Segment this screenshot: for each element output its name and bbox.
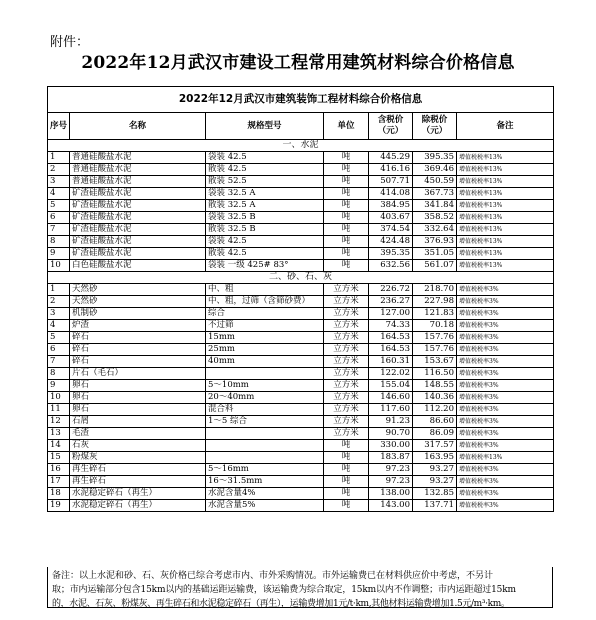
cell-price-notax: 561.07 [413,260,457,272]
price-table [47,86,554,512]
header-name: 名称 [70,113,206,140]
cell-remark: 增值税税率3% [457,428,554,440]
cell-price-tax: 91.23 [369,416,413,428]
cell-no: 3 [48,176,70,188]
cell-unit: 吨 [324,176,369,188]
cell-name: 矿渣硅酸盐水泥 [70,200,206,212]
table-row [48,452,554,464]
cell-no: 18 [48,488,70,500]
cell-remark: 增值税税率3% [457,440,554,452]
cell-unit: 立方米 [324,368,369,380]
cell-name: 卵石 [70,380,206,392]
cell-name: 毛渣 [70,428,206,440]
table-row [48,308,554,320]
table-row [48,380,554,392]
cell-remark: 增值税税率13% [457,188,554,200]
cell-unit: 立方米 [324,428,369,440]
cell-spec: 40mm [206,356,324,368]
cell-no: 3 [48,308,70,320]
cell-remark: 增值税税率3% [457,308,554,320]
cell-remark: 增值税税率3% [457,296,554,308]
cell-price-notax: 70.18 [413,320,457,332]
cell-no: 15 [48,452,70,464]
cell-no: 5 [48,200,70,212]
cell-spec: 散装 32.5 B [206,224,324,236]
cell-unit: 吨 [324,476,369,488]
cell-name: 矿渣硅酸盐水泥 [70,188,206,200]
table-row [48,332,554,344]
cell-price-notax: 116.50 [413,368,457,380]
table-row [48,200,554,212]
cell-no: 7 [48,224,70,236]
cell-price-tax: 74.33 [369,320,413,332]
cell-unit: 立方米 [324,380,369,392]
cell-spec: 中、粗 [206,284,324,296]
cell-unit: 吨 [324,248,369,260]
cell-spec: 袋装 32.5 A [206,188,324,200]
cell-spec: 混合料 [206,404,324,416]
cell-no: 1 [48,284,70,296]
cell-spec: 综合 [206,308,324,320]
cell-remark: 增值税税率13% [457,212,554,224]
cell-no: 17 [48,476,70,488]
cell-spec: 散装 52.5 [206,176,324,188]
header-spec: 规格型号 [206,113,324,140]
cell-no: 4 [48,320,70,332]
cell-name: 白色硅酸盐水泥 [70,260,206,272]
cell-price-tax: 183.87 [369,452,413,464]
cell-no: 10 [48,392,70,404]
cell-price-tax: 236.27 [369,296,413,308]
cell-name: 机制砂 [70,308,206,320]
cell-spec: 散装 32.5 A [206,200,324,212]
cell-unit: 吨 [324,452,369,464]
cell-name: 再生碎石 [70,476,206,488]
cell-remark: 增值税税率3% [457,464,554,476]
cell-remark: 增值税税率13% [457,200,554,212]
cell-name: 片石（毛石） [70,368,206,380]
cell-price-tax: 395.35 [369,248,413,260]
table-row [48,248,554,260]
cell-unit: 立方米 [324,332,369,344]
cell-price-notax: 112.20 [413,404,457,416]
table-header-row [48,113,554,140]
cell-price-notax: 227.98 [413,296,457,308]
cell-price-notax: 132.85 [413,488,457,500]
cell-spec: 散装 42.5 [206,164,324,176]
cell-remark: 增值税税率3% [457,320,554,332]
table-row [48,212,554,224]
cell-price-notax: 367.73 [413,188,457,200]
cell-price-notax: 140.36 [413,392,457,404]
cell-remark: 增值税税率13% [457,236,554,248]
cell-price-tax: 507.71 [369,176,413,188]
table-row [48,152,554,164]
cell-price-tax: 416.16 [369,164,413,176]
cell-spec: 15mm [206,332,324,344]
cell-spec: 袋装 32.5 B [206,212,324,224]
table-row [48,416,554,428]
cell-name: 石灰 [70,440,206,452]
cell-spec: 袋装 42.5 [206,236,324,248]
table-row [48,344,554,356]
cell-price-notax: 218.70 [413,284,457,296]
cell-remark: 增值税税率3% [457,500,554,512]
cell-remark: 增值税税率3% [457,488,554,500]
header-unit: 单位 [324,113,369,140]
cell-spec: 25mm [206,344,324,356]
cell-name: 卵石 [70,404,206,416]
cell-no: 12 [48,416,70,428]
cell-price-notax: 153.67 [413,356,457,368]
cell-no: 7 [48,356,70,368]
cell-price-tax: 122.02 [369,368,413,380]
cell-unit: 吨 [324,212,369,224]
table-row [48,404,554,416]
cell-price-notax: 157.76 [413,332,457,344]
table-row [48,236,554,248]
cell-name: 水泥稳定碎石（再生） [70,488,206,500]
cell-unit: 吨 [324,500,369,512]
cell-remark: 增值税税率13% [457,452,554,464]
table-row [48,476,554,488]
cell-remark: 增值税税率13% [457,248,554,260]
cell-no: 19 [48,500,70,512]
cell-price-tax: 164.53 [369,344,413,356]
header-no: 序号 [48,113,70,140]
cell-unit: 吨 [324,152,369,164]
cell-spec: 中、粗，过筛（含筛砂费） [206,296,324,308]
cell-unit: 立方米 [324,308,369,320]
cell-spec: 5～10mm [206,380,324,392]
header-price-notax-line2: （元） [421,126,448,136]
header-price-tax-line2: （元） [377,126,404,136]
cell-price-tax: 632.56 [369,260,413,272]
cell-unit: 立方米 [324,356,369,368]
cell-spec: 20～40mm [206,392,324,404]
cell-remark: 增值税税率3% [457,368,554,380]
cell-price-notax: 86.09 [413,428,457,440]
cell-no: 2 [48,296,70,308]
cell-remark: 增值税税率13% [457,224,554,236]
cell-unit: 吨 [324,164,369,176]
table-row [48,368,554,380]
table-row [48,164,554,176]
cell-unit: 吨 [324,236,369,248]
cell-price-tax: 330.00 [369,440,413,452]
cell-no: 5 [48,332,70,344]
cell-remark: 增值税税率3% [457,284,554,296]
cell-price-tax: 414.08 [369,188,413,200]
cell-name: 普通硅酸盐水泥 [70,176,206,188]
table-row [48,260,554,272]
table-title: 2022年12月武汉市建筑装饰工程材料综合价格信息 [48,87,554,113]
cell-price-notax: 376.93 [413,236,457,248]
cell-no: 2 [48,164,70,176]
cell-spec [206,452,324,464]
cell-price-notax: 86.60 [413,416,457,428]
cell-no: 10 [48,260,70,272]
cell-price-notax: 148.55 [413,380,457,392]
cell-name: 矿渣硅酸盐水泥 [70,212,206,224]
cell-price-notax: 137.71 [413,500,457,512]
cell-name: 碎石 [70,332,206,344]
table-row [48,428,554,440]
cell-price-tax: 90.70 [369,428,413,440]
cell-spec [206,368,324,380]
cell-remark: 增值税税率3% [457,476,554,488]
cell-price-notax: 163.95 [413,452,457,464]
cell-remark: 增值税税率3% [457,416,554,428]
cell-remark: 增值税税率13% [457,152,554,164]
cell-spec [206,440,324,452]
cell-price-notax: 395.35 [413,152,457,164]
cell-price-tax: 403.67 [369,212,413,224]
cell-no: 8 [48,236,70,248]
cell-unit: 立方米 [324,296,369,308]
cell-price-tax: 155.04 [369,380,413,392]
cell-no: 4 [48,188,70,200]
cell-unit: 吨 [324,200,369,212]
footnote [47,567,553,608]
cell-unit: 立方米 [324,284,369,296]
cell-no: 8 [48,368,70,380]
attachment-label: 附件： [50,35,90,50]
cell-unit: 吨 [324,488,369,500]
cell-name: 普通硅酸盐水泥 [70,164,206,176]
table-row [48,356,554,368]
footnote-line: 备注：以上水泥和砂、石、灰价格已综合考虑市内、市外采购情况。市外运输费已在材料供应价中考虑，不另计 [52,571,494,581]
cell-price-tax: 374.54 [369,224,413,236]
cell-price-notax: 121.83 [413,308,457,320]
cell-remark: 增值税税率13% [457,260,554,272]
cell-name: 天然砂 [70,284,206,296]
footnote-line: 的，水泥、石灰、粉煤灰、再生碎石和水泥稳定碎石（再生），运输费增加1元/t·km,其他材料运输费增加1.5元/m³·km。 [52,599,510,609]
table-row [48,224,554,236]
cell-name: 水泥稳定碎石（再生） [70,500,206,512]
cell-remark: 增值税税率3% [457,356,554,368]
cell-no: 16 [48,464,70,476]
table-row [48,296,554,308]
cell-spec: 5～16mm [206,464,324,476]
header-price-tax [369,113,413,140]
cell-price-tax: 146.60 [369,392,413,404]
table-row [48,464,554,476]
cell-no: 9 [48,380,70,392]
cell-price-tax: 226.72 [369,284,413,296]
cell-name: 普通硅酸盐水泥 [70,152,206,164]
cell-unit: 吨 [324,260,369,272]
cell-unit: 立方米 [324,320,369,332]
cell-price-notax: 93.27 [413,464,457,476]
cell-price-tax: 164.53 [369,332,413,344]
table-row [48,320,554,332]
cell-no: 9 [48,248,70,260]
cell-name: 炉渣 [70,320,206,332]
cell-price-tax: 97.23 [369,476,413,488]
cell-price-tax: 127.00 [369,308,413,320]
cell-remark: 增值税税率13% [457,176,554,188]
table-row [48,284,554,296]
cell-spec: 散装 42.5 [206,248,324,260]
table-row [48,500,554,512]
cell-spec: 水泥含量4% [206,488,324,500]
cell-no: 6 [48,212,70,224]
cell-unit: 吨 [324,188,369,200]
document-title: 2022年12月武汉市建设工程常用建筑材料综合价格信息 [81,53,515,73]
cell-remark: 增值税税率3% [457,380,554,392]
cell-price-tax: 97.23 [369,464,413,476]
cell-price-notax: 358.52 [413,212,457,224]
cell-price-notax: 351.05 [413,248,457,260]
cell-price-notax: 157.76 [413,344,457,356]
cell-spec: 水泥含量5% [206,500,324,512]
table-row [48,488,554,500]
cell-no: 1 [48,152,70,164]
cell-name: 石屑 [70,416,206,428]
header-remark: 备注 [457,113,554,140]
cell-spec: 16～31.5mm [206,476,324,488]
header-price-notax [413,113,457,140]
cell-spec: 袋装 42.5 [206,152,324,164]
footnote-line: 取；市内运输部分包含15km以内的基础运距运输费，该运输费为综合取定，15km以内不作调整；市内运距超过15km [52,585,516,595]
cell-unit: 立方米 [324,416,369,428]
cell-price-tax: 445.29 [369,152,413,164]
cell-price-tax: 424.48 [369,236,413,248]
section-title: 一、水泥 [48,140,554,152]
table-row [48,392,554,404]
cell-name: 卵石 [70,392,206,404]
cell-remark: 增值税税率3% [457,344,554,356]
table-row [48,440,554,452]
cell-unit: 吨 [324,224,369,236]
cell-name: 粉煤灰 [70,452,206,464]
cell-spec: 1～5 综合 [206,416,324,428]
cell-price-notax: 450.59 [413,176,457,188]
cell-price-tax: 117.60 [369,404,413,416]
cell-spec: 不过筛 [206,320,324,332]
section-title: 二、砂、石、灰 [48,272,554,284]
cell-unit: 立方米 [324,344,369,356]
cell-name: 碎石 [70,356,206,368]
cell-price-notax: 369.46 [413,164,457,176]
table-row [48,176,554,188]
cell-price-notax: 341.84 [413,200,457,212]
table-row [48,188,554,200]
cell-spec: 袋装 一级 425# 83° [206,260,324,272]
cell-name: 再生碎石 [70,464,206,476]
cell-no: 6 [48,344,70,356]
section-row [48,140,554,152]
cell-name: 矿渣硅酸盐水泥 [70,248,206,260]
cell-name: 矿渣硅酸盐水泥 [70,224,206,236]
cell-unit: 吨 [324,440,369,452]
cell-remark: 增值税税率3% [457,404,554,416]
cell-no: 11 [48,404,70,416]
cell-name: 天然砂 [70,296,206,308]
cell-name: 碎石 [70,344,206,356]
cell-name: 矿渣硅酸盐水泥 [70,236,206,248]
cell-price-tax: 143.00 [369,500,413,512]
cell-spec [206,428,324,440]
header-price-tax-line1: 含税价 [377,115,404,125]
cell-price-notax: 317.57 [413,440,457,452]
cell-unit: 立方米 [324,404,369,416]
cell-price-notax: 93.27 [413,476,457,488]
cell-no: 13 [48,428,70,440]
cell-price-tax: 160.31 [369,356,413,368]
cell-price-tax: 138.00 [369,488,413,500]
header-price-notax-line1: 除税价 [421,115,448,125]
cell-remark: 增值税税率3% [457,332,554,344]
cell-price-notax: 332.64 [413,224,457,236]
section-row [48,272,554,284]
cell-remark: 增值税税率13% [457,164,554,176]
cell-unit: 吨 [324,464,369,476]
cell-no: 14 [48,440,70,452]
cell-price-tax: 384.95 [369,200,413,212]
cell-remark: 增值税税率3% [457,392,554,404]
cell-unit: 立方米 [324,392,369,404]
